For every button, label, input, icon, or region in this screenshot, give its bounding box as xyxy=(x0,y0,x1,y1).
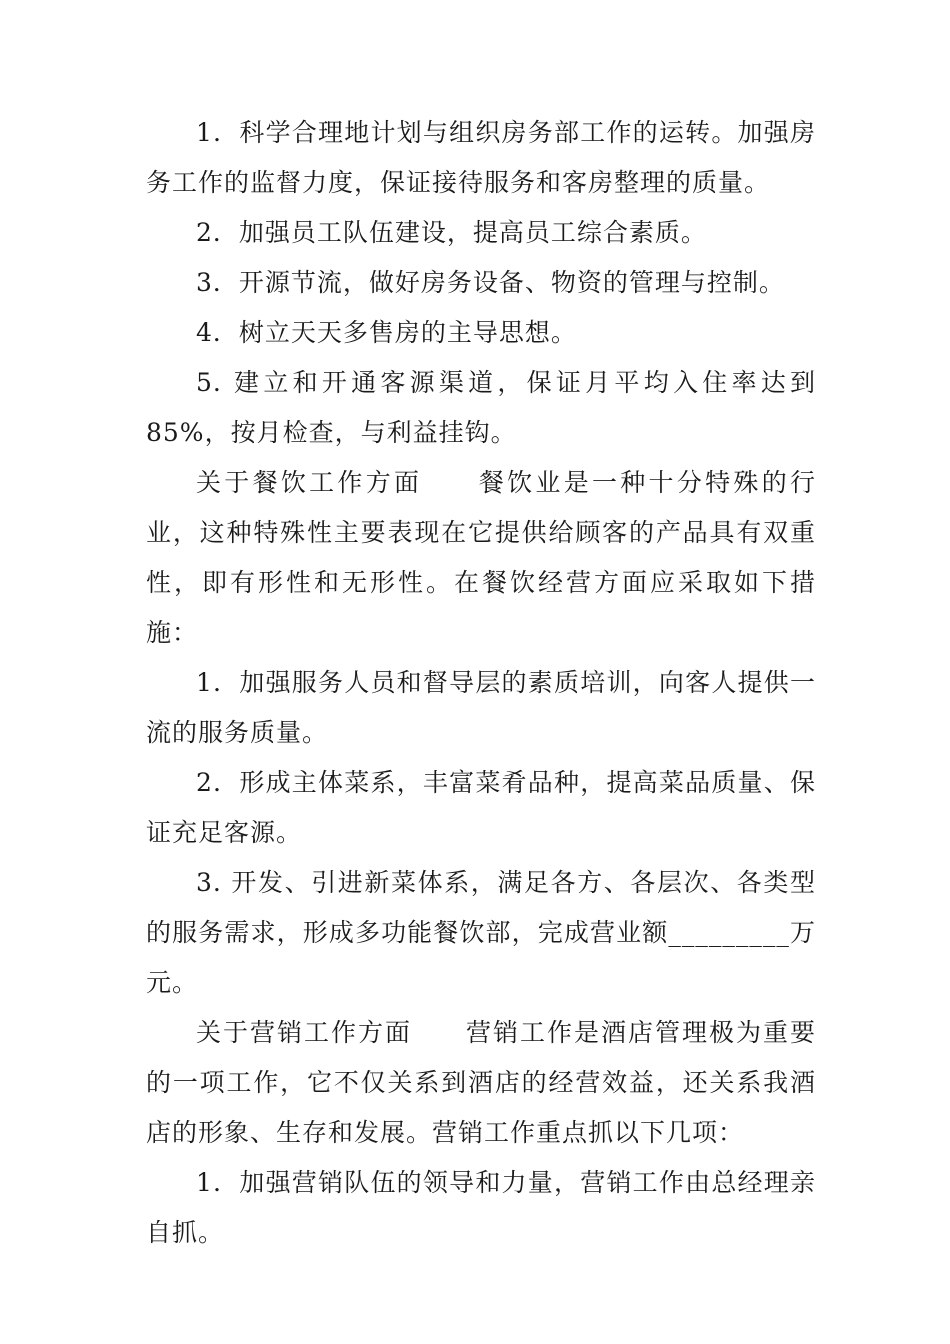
paragraph-1: 1．科学合理地计划与组织房务部工作的运转。加强房务工作的监督力度，保证接待服务和客房整理的质量。 xyxy=(146,118,816,197)
paragraph-marketing-intro: 关于营销工作方面 营销工作是酒店管理极为重要的一项工作，它不仅关系到酒店的经营效益，还关系我酒店的形象、生存和发展。营销工作重点抓以下几项： xyxy=(146,1018,816,1147)
paragraph-marketing-1: 1．加强营销队伍的领导和力量，营销工作由总经理亲自抓。 xyxy=(146,1168,816,1247)
paragraph-catering-intro: 关于餐饮工作方面 餐饮业是一种十分特殊的行业，这种特殊性主要表现在它提供给顾客的产品具有双重性，即有形性和无形性。在餐饮经营方面应采取如下措施： xyxy=(146,468,816,647)
paragraph-3: 3．开源节流，做好房务设备、物资的管理与控制。 xyxy=(196,268,785,297)
paragraph-4: 4．树立天天多售房的主导思想。 xyxy=(196,318,577,347)
document-body xyxy=(146,108,825,1258)
paragraph-2: 2．加强员工队伍建设，提高员工综合素质。 xyxy=(196,218,707,247)
paragraph-catering-1: 1．加强服务人员和督导层的素质培训，向客人提供一流的服务质量。 xyxy=(146,668,816,747)
paragraph-catering-3: 3. 开发、引进新菜体系，满足各方、各层次、各类型的服务需求，形成多功能餐饮部，完成营业额_________万元。 xyxy=(146,868,816,997)
paragraph-catering-2: 2．形成主体菜系，丰富菜肴品种，提高菜品质量、保证充足客源。 xyxy=(146,768,816,847)
paragraph-5: 5. 建立和开通客源渠道，保证月平均入住率达到 85%，按月检查，与利益挂钩。 xyxy=(146,368,825,447)
